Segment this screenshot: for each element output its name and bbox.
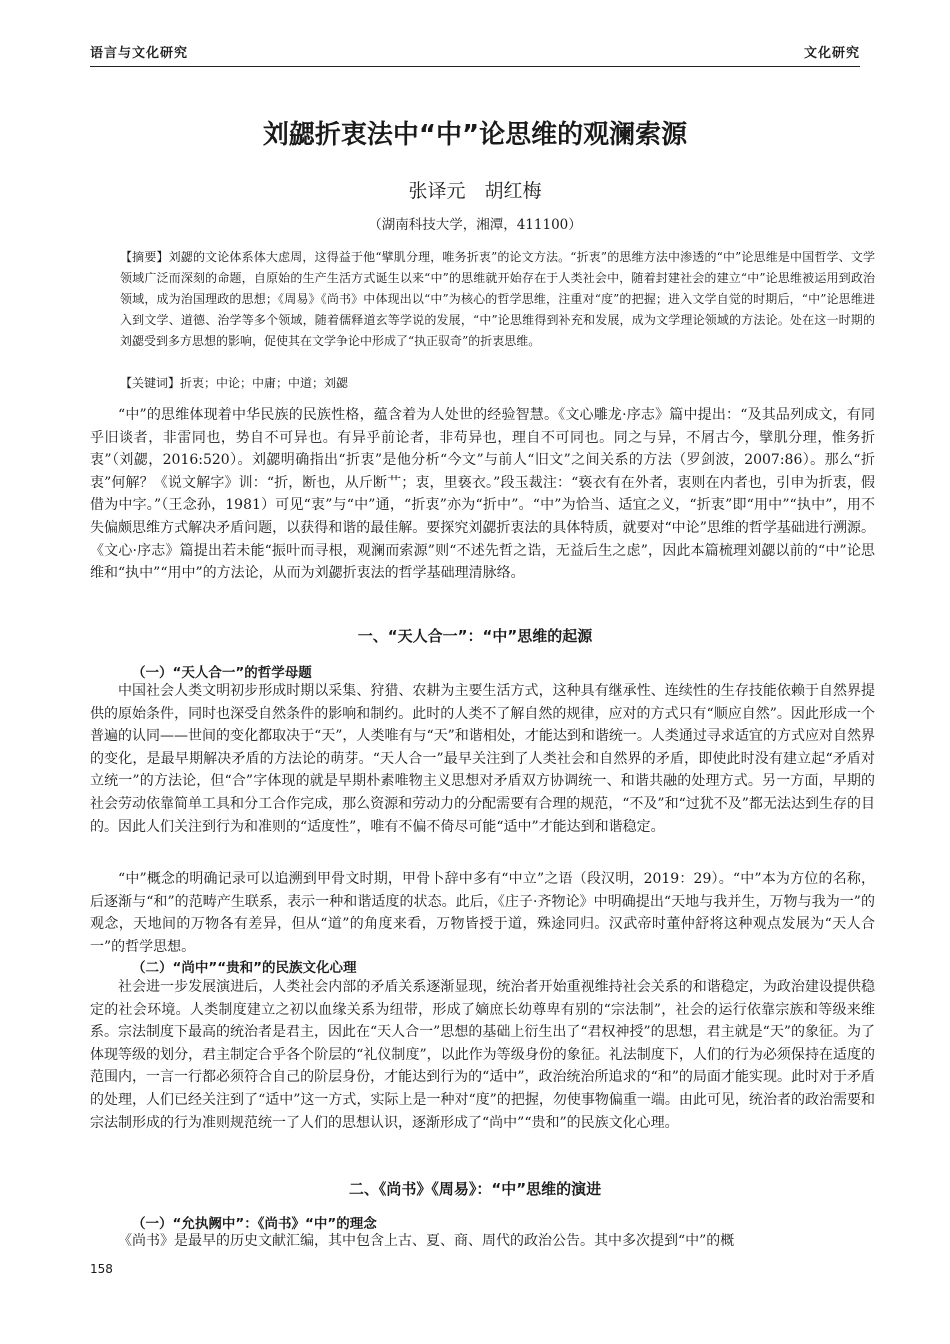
- article-title: 刘勰折衷法中“中”论思维的观澜索源: [262, 120, 688, 150]
- subsection-heading-2-1: （一）“允执阙中”：《尚书》“中”的理念: [132, 1216, 377, 1232]
- section-heading-1: 一、“天人合一”：“中”思维的起源: [357, 627, 593, 645]
- running-header-section: 文化研究: [803, 46, 860, 61]
- subsection-heading-1-2: （二）“尚中”“贵和”的民族文化心理: [132, 960, 357, 976]
- page-number: 158: [90, 1262, 113, 1276]
- header-divider: [90, 66, 860, 67]
- author-affiliation: （湖南科技大学，湘潭，411100）: [368, 217, 582, 233]
- intro-paragraph: “中”的思维体现着中华民族的民族性格，蕴含着为人处世的经验智慧。《文心雕龙·序志》篇中提出：“及其品列成文，有同乎旧谈者，非雷同也，势自不可异也。有异乎前论者，非苟异也，理自不可同也。同之与异，不屑古今，擘肌分理，惟务折衷”（刘勰，2016:520）。刘勰明确指出“折衷”是他分析“今文”与前人“旧文”之间关系的方法（罗剑波，2007:86）。那么“折衷”何解？《说文解字》训：“折，断也，从斤断艹；衷，里亵衣。”段玉裁注：“亵衣有在外者，衷则在内者也，引申为折衷，假借为中字。”（王念孙，1981）可见“衷”与“中”通，“折衷”亦为“折中”。“中”为恰当、适宜之义，“折衷”即“用中”“执中”，用不失偏颇思维方式解决矛盾问题，以获得和谐的最佳解。要探究刘勰折衷法的具体特质，就要对“中论”思维的哲学基础进行溯源。《文心·序志》篇提出若未能“振叶而寻根，观澜而索源”则“不述先哲之诰，无益后生之虑”，因此本篇梳理刘勰以前的“中”论思维和“执中”“用中”的方法论，从而为刘勰折衷法的哲学基础理清脉络。: [90, 407, 875, 582]
- paragraph: 中国社会人类文明初步形成时期以采集、狩猎、农耕为主要生活方式，这种具有继承性、连续性的生存技能依赖于自然界提供的原始条件，同时也深受自然条件的影响和制约。此时的人类不了解自然的规律，应对的方式只有“顺应自然”。因此形成一个普遍的认同——世间的变化都取决于“天”，人类唯有与“天”和谐相处，才能达到和谐统一。人类通过寻求适宜的方式应对自然界的变化，是最早期解决矛盾的方法论的萌芽。“天人合一”最早关注到了人类社会和自然界的矛盾，即使此时没有建立起“矛盾对立统一”的方法论，但“合”字体现的就是早期朴素唯物主义思想对矛盾双方协调统一、和谐共融的处理方式。另一方面，早期的社会劳动依靠简单工具和分工合作完成，那么资源和劳动力的分配需要有合理的规范，“不及”和“过犹不及”都无法达到生存的目的。因此人们关注到行为和准则的“适度性”，唯有不偏不倚尽可能“适中”才能达到和谐稳定。: [90, 683, 875, 835]
- subsection-heading-1-1: （一）“天人合一”的哲学母题: [132, 665, 312, 681]
- paragraph: “中”概念的明确记录可以追溯到甲骨文时期，甲骨卜辞中多有“中立”之语（段汉明，2019：29）。“中”本为方位的名称，后逐渐与“和”的范畴产生联系，表示一种和谐适度的状态。此后，《庄子·齐物论》中明确提出“天地与我并生，万物与我为一”的观念，天地间的万物各有差异，但从“道”的角度来看，万物皆授于道，殊途同归。汉武帝时董仲舒将这种观点发展为“天人合一”的哲学思想。: [90, 871, 875, 955]
- paragraph: 《尚书》是最早的历史文献汇编，其中包含上古、夏、商、周代的政治公告。其中多次提到“中”的概: [118, 1233, 735, 1249]
- paragraph: 社会进一步发展演进后，人类社会内部的矛盾关系逐渐显现，统治者开始重视维持社会关系的和谐稳定，为政治建设提供稳定的社会环境。人类制度建立之初以血缘关系为纽带，形成了嫡庶长幼尊卑有别的“宗法制”，社会的运行依靠宗族和等级来维系。宗法制度下最高的统治者是君主，因此在“天人合一”思想的基础上衍生出了“君权神授”的思想，君主就是“天”的象征。为了体现等级的划分，君主制定合乎各个阶层的“礼仪制度”，以此作为等级身份的象征。礼法制度下，人们的行为必须保持在适度的范围内，一言一行都必须符合自己的阶层身份，才能达到行为的“适中”，政治统治所追求的“和”的局面才能实现。此时对于矛盾的处理，人们已经关注到了“适中”这一方式，实际上是一种对“度”的把握，勿使事物偏重一端。由此可见，统治者的政治需要和宗法制形成的行为准则规范统一了人们的思想认识，逐渐形成了“尚中”“贵和”的民族文化心理。: [90, 979, 875, 1131]
- abstract: 【摘要】刘勰的文论体系体大虑周，这得益于他“擘肌分理，唯务折衷”的论文方法。“折衷”的思维方法中渗透的“中”论思维是中国哲学、文学领域广泛而深刻的命题，自原始的生产生活方式诞生以来“中”的思维就开始存在于人类社会中，随着封建社会的建立“中”论思维被运用到政治领域，成为治国理政的思想；《周易》《尚书》中体现出以“中”为核心的哲学思维，注重对“度”的把握；进入文学自觉的时期后，“中”论思维进入到文学、道德、治学等多个领域，随着儒释道玄等学说的发展，“中”论思维得到补充和发展，成为文学理论领域的方法论。处在这一时期的刘勰受到多方思想的影响，促使其在文学争论中形成了“执正驭奇”的折衷思维。: [120, 250, 875, 348]
- article-authors: 张译元 胡红梅: [408, 180, 542, 202]
- running-header-journal: 语言与文化研究: [90, 46, 189, 61]
- keywords: 【关键词】折衷；中论；中庸；中道；刘勰: [120, 376, 349, 390]
- section-heading-2: 二、《尚书》《周易》：“中”思维的演进: [348, 1180, 602, 1198]
